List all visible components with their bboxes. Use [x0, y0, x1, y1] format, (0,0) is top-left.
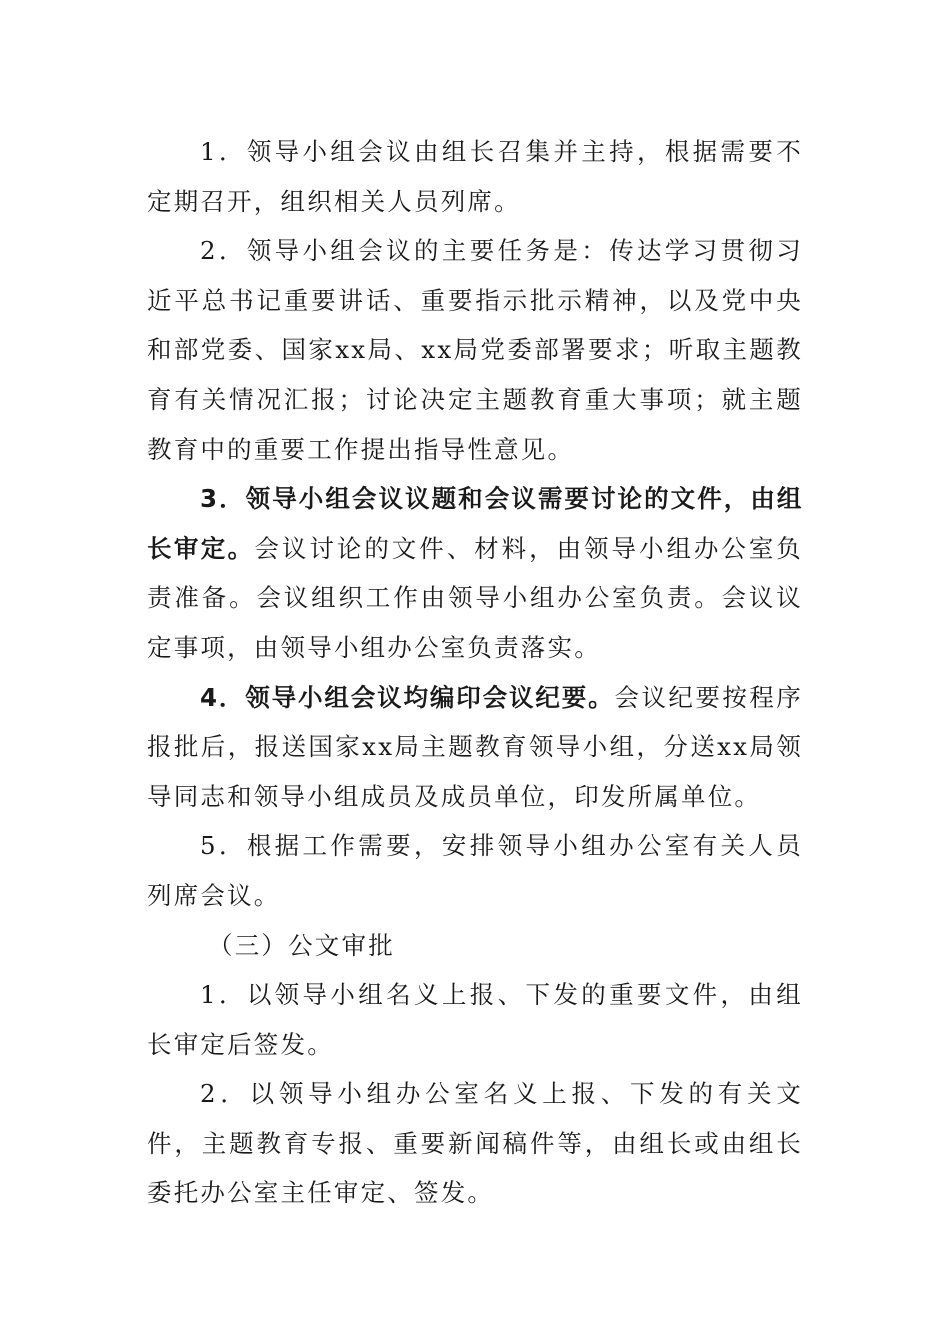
paragraph-text: 会议讨论的文件、材料，由领导小组办公室负责准备。会议组织工作由领导小组办公室负责。会议议定事项，由领导小组办公室负责落实。 — [147, 533, 804, 662]
paragraph-attendance — [147, 821, 803, 920]
section-heading-text: （三）公文审批 — [208, 930, 395, 960]
paragraph-text: 5．根据工作需要，安排领导小组办公室有关人员列席会议。 — [147, 831, 803, 910]
paragraph-meeting-minutes — [147, 673, 803, 822]
paragraph-text: 1．领导小组会议由组长召集并主持，根据需要不定期召开，组织相关人员列席。 — [147, 137, 803, 216]
paragraph-bold-lead: 4．领导小组会议均编印会议纪要。 — [200, 682, 615, 712]
paragraph-meeting-agenda — [147, 474, 803, 672]
paragraph-text: 会议纪要按程序报批后，报送国家xx局主题教育领导小组，分送xx局领导同志和领导小组成员及成员单位，印发所属单位。 — [147, 682, 803, 811]
paragraph-office-documents — [147, 1069, 803, 1218]
paragraph-meeting-convening — [147, 127, 803, 226]
paragraph-group-documents — [147, 970, 803, 1069]
section-heading-document-approval — [147, 921, 803, 971]
paragraph-text: 2．领导小组会议的主要任务是：传达学习贯彻习近平总书记重要讲话、重要指示批示精神，以及党中央和部党委、国家xx局、xx局党委部署要求；听取主题教育有关情况汇报；讨论决定主题教育重大事项；就主题教育中的重要工作提出指导性意见。 — [147, 236, 803, 464]
paragraph-text: 2．以领导小组办公室名义上报、下发的有关文件，主题教育专报、重要新闻稿件等，由组长或由组长委托办公室主任审定、签发。 — [147, 1079, 803, 1208]
paragraph-text: 1．以领导小组名义上报、下发的重要文件，由组长审定后签发。 — [147, 980, 803, 1059]
document-body — [147, 127, 803, 1218]
paragraph-meeting-tasks — [147, 226, 803, 474]
paragraph-bold-lead: 3．领导小组会议议题和会议需要讨论的文件，由组长审定。 — [147, 484, 803, 563]
